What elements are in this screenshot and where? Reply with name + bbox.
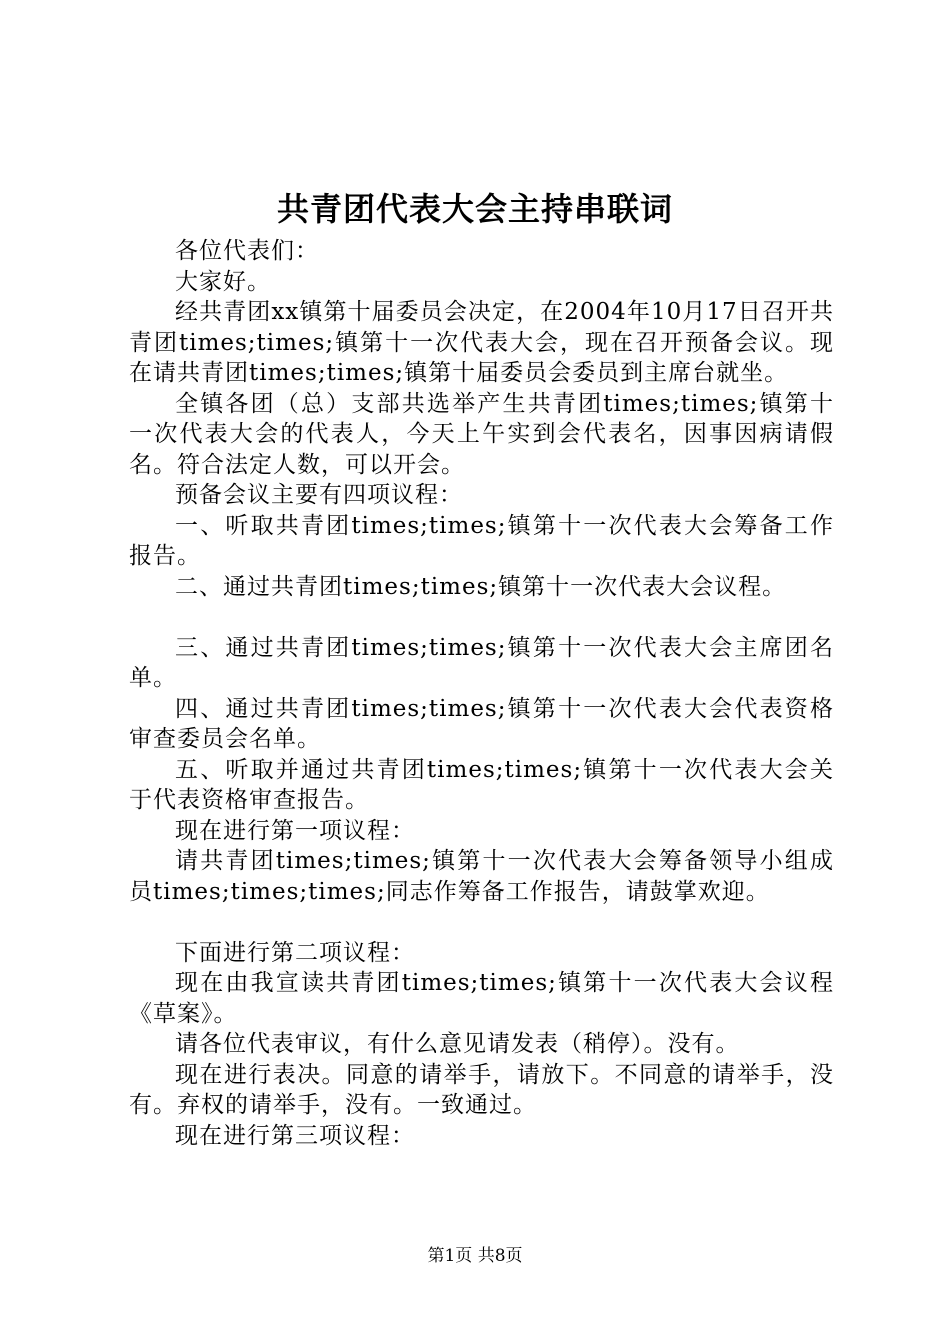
paragraph-second-item: 下面进行第二项议程： [175,939,415,966]
paragraph-agenda-item-3: 三、通过共青团times;times;镇第十一次代表大会主席团名单。 [129,634,834,691]
paragraph-agenda-item-1: 一、听取共青团times;times;镇第十一次代表大会筹备工作报告。 [129,512,834,569]
paragraph-decision: 经共青团xx镇第十届委员会决定，在2004年10月17日召开共青团times;times;镇第十一次代表大会，现在召开预备会议。现在请共青团times;times;镇第十届委员会委员到主席台就坐。 [129,299,834,386]
paragraph-agenda-item-2: 二、通过共青团times;times;镇第十一次代表大会议程。 [175,573,787,600]
paragraph-spacer [129,907,834,938]
paragraph-vote: 现在进行表决。同意的请举手，请放下。不同意的请举手，没有。弃权的请举手，没有。一致通过。 [129,1061,834,1118]
paragraph-third-item: 现在进行第三项议程： [175,1122,415,1149]
paragraph-report-request: 请共青团times;times;镇第十一次代表大会筹备领导小组成员times;times;times;同志作筹备工作报告，请鼓掌欢迎。 [129,848,834,905]
paragraph-agenda-item-4: 四、通过共青团times;times;镇第十一次代表大会代表资格审查委员会名单。 [129,695,834,752]
document-body [129,236,834,1151]
paragraph-hello: 大家好。 [175,268,271,295]
paragraph-read-agenda: 现在由我宣读共青团times;times;镇第十一次代表大会议程《草案》。 [129,970,834,1027]
paragraph-first-item: 现在进行第一项议程： [175,817,415,844]
paragraph-spacer [129,602,834,633]
paragraph-attendance: 全镇各团（总）支部共选举产生共青团times;times;镇第十一次代表大会的代表人，今天上午实到会代表名，因事因病请假名。符合法定人数，可以开会。 [129,390,834,478]
document-title: 共青团代表大会主持串联词 [276,190,673,228]
paragraph-greeting: 各位代表们： [175,238,319,264]
page-number: 第1页 共8页 [427,1246,523,1266]
paragraph-agenda-item-5: 五、听取并通过共青团times;times;镇第十一次代表大会关于代表资格审查报告。 [129,756,834,813]
paragraph-agenda-intro: 预备会议主要有四项议程： [175,482,463,508]
paragraph-review: 请各位代表审议，有什么意见请发表（稍停）。没有。 [175,1031,740,1057]
